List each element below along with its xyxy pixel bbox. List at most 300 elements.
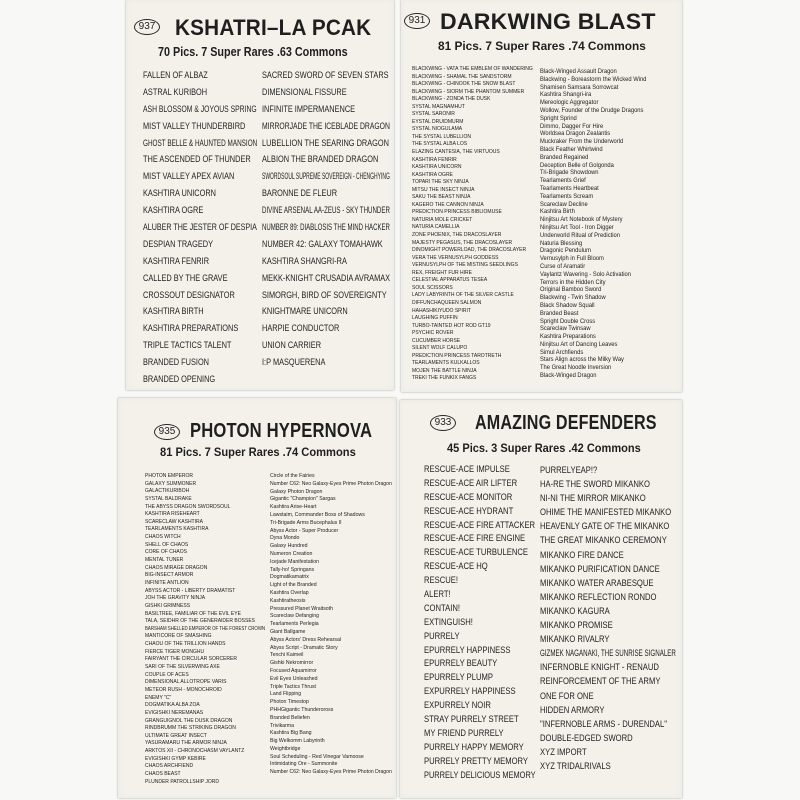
checklist-entry	[540, 279, 678, 287]
card-name-text: CROSSOUT DESIGNATOR	[143, 289, 235, 300]
card-name-text: Galaxy Hundred	[270, 543, 308, 550]
checklist-entry	[270, 730, 392, 738]
checklist-entry	[145, 763, 265, 771]
card-name-text: NATURIA CAMELLIA	[412, 224, 460, 231]
card-name-text: Land Flipping	[270, 691, 302, 698]
card-name-text: BARSHAM SHELLED EMPEROR OF THE FOREST CROWN	[145, 625, 266, 632]
checklist-entry	[145, 473, 265, 481]
card-name-text: MEKK-KNIGHT CRUSADIA AVRAMAX	[262, 272, 391, 283]
card-name-text: Number C62: Neo Galaxy-Eyes Prime Photon Dragon	[270, 769, 392, 776]
checklist-entry	[145, 603, 265, 611]
checklist-entry	[145, 687, 265, 695]
checklist-entry	[412, 292, 536, 300]
card-name-text: INFINITE ANTLION	[145, 579, 189, 586]
card-name-text: Underworld Ritual of Prediction	[540, 231, 620, 239]
checklist-entry	[540, 745, 676, 759]
checklist-entry	[262, 185, 390, 202]
card-name-text: HAHASHIKIYUDO SPIRIT	[412, 307, 471, 314]
checklist-entry	[145, 695, 265, 703]
card-name-text: THE ABYSS DRAGON SWORDSOUL	[145, 503, 231, 510]
card-name-text: CUCUMBER HORSE	[412, 337, 461, 344]
checklist-entry	[412, 119, 536, 127]
checklist-entry	[270, 645, 392, 653]
card-name-text: Numeron Creation	[270, 550, 313, 557]
checklist-entry	[540, 674, 676, 688]
checklist-entry	[270, 481, 392, 489]
card-name-text: Dogmatikamatrix	[270, 574, 309, 581]
checklist-entry	[270, 512, 392, 520]
card-name-text: JOH THE GRAVITY NINJA	[145, 595, 206, 602]
checklist-entry	[145, 611, 265, 619]
checklist-entry	[270, 723, 392, 731]
card-subtitle	[447, 441, 641, 456]
checklist-entry	[540, 717, 676, 731]
checklist-entry	[540, 731, 676, 745]
checklist-entry	[262, 118, 390, 135]
card-name-text: Abyss Script - Dramatic Story	[270, 644, 338, 651]
card-name-text: Dragonic Pendulum	[540, 247, 591, 255]
card-name-text: TRIPLE TACTICS TALENT	[143, 340, 232, 351]
checklist-entry	[262, 202, 390, 219]
checklist-entry	[270, 567, 392, 575]
card-name-text: Abyss Actor - Super Producer	[270, 527, 339, 534]
card-name-text: CHAOS ARCHFIEND	[145, 763, 194, 770]
checklist-entry	[412, 66, 536, 74]
card-name-text: PURRELY DELICIOUS MEMORY	[424, 769, 536, 780]
checklist-entry	[270, 520, 392, 528]
checklist-entry	[424, 741, 536, 755]
card-name-text: KAGERO THE CANNON NINJA	[412, 201, 484, 208]
checklist-entry	[540, 491, 676, 505]
card-name-text: Kashtira Preparations	[540, 333, 596, 341]
checklist-entry	[412, 232, 536, 240]
card-name-text: Triple Tactics Thrust	[270, 683, 317, 690]
checklist-entry	[424, 588, 536, 602]
card-name-text: Ninjitsu Art Tool - Iron Digger	[540, 223, 614, 231]
checklist-card-amazing-defenders	[400, 400, 682, 798]
card-name-text: Kashtira Shangri-ira	[540, 91, 592, 99]
checklist-entry	[145, 618, 265, 626]
checklist-entry	[540, 99, 678, 107]
checklist-entry	[540, 689, 676, 703]
card-name-text: NUMBER 42: GALAXY TOMAHAWK	[262, 238, 383, 249]
checklist-entry	[270, 769, 392, 777]
card-name-text: ENEMY "C"	[145, 694, 172, 701]
checklist-entry	[424, 505, 536, 519]
card-name-text: Pressured Planet Wraitsoth	[270, 605, 334, 612]
checklist-entry	[412, 240, 536, 248]
checklist-entry	[270, 715, 392, 723]
card-list-right-column	[270, 473, 392, 777]
card-name-text: Tri-Brigade Arms Bucephalus II	[270, 519, 342, 526]
card-name-text: KASHTIRA OGRE	[143, 205, 204, 216]
card-name-text: EVIGISHKI GYMP KEBIRE	[145, 755, 206, 762]
checklist-entry	[262, 168, 390, 185]
card-name-text: EXPURRELY HAPPINESS	[424, 686, 516, 697]
card-name-text: RESCUE-ACE AIR LIFTER	[424, 477, 518, 488]
checklist-entry	[145, 664, 265, 672]
card-name-text: BRANDED OPENING	[143, 374, 216, 385]
checklist-entry	[412, 217, 536, 225]
checklist-entry	[145, 702, 265, 710]
card-name-text: GIZMEK NAGANAKI, THE SUNRISE SIGNALER	[540, 648, 676, 659]
checklist-entry	[540, 146, 678, 154]
checklist-entry	[270, 621, 392, 629]
checklist-entry	[262, 101, 390, 118]
checklist-card-photon-hypernova	[118, 398, 396, 798]
card-name-text: Kashtira Birth	[540, 208, 575, 216]
card-name-text: MANTICORE OF SMASHING	[145, 633, 212, 640]
checklist-entry	[143, 84, 257, 101]
checklist-entry	[143, 101, 257, 118]
card-name-text: Black-Winged Assault Dragon	[540, 68, 617, 75]
card-name-text: BASILTREE, FAMILIAR OF THE EVIL EYE	[145, 610, 241, 617]
checklist-entry	[412, 315, 536, 323]
card-name-text: METEOR RUSH - MONOCHROID	[145, 686, 222, 693]
card-name-text: Curse of Aramatir	[540, 262, 586, 270]
card-name-text: CHAOS MIRAGE DRAGON	[145, 564, 208, 571]
card-name-text: Kashtiratheosis	[270, 597, 306, 604]
checklist-entry	[262, 320, 390, 337]
checklist-entry	[412, 179, 536, 187]
checklist-entry	[270, 473, 392, 481]
card-name-text: BLACKWING - ZONDA THE DUSK	[412, 96, 491, 103]
checklist-entry	[143, 287, 257, 304]
card-name-text: MIRRORJADE THE ICEBLADE DRAGON	[262, 120, 390, 131]
checklist-entry	[145, 656, 265, 664]
card-name-text: Soul Scheduling - Red Vinegar Vamoose	[270, 753, 364, 760]
checklist-entry	[143, 354, 257, 371]
checklist-entry	[270, 496, 392, 504]
checklist-entry	[424, 699, 536, 713]
checklist-entry	[145, 595, 265, 603]
card-name-text: REINFORCEMENT OF THE ARMY	[540, 676, 661, 687]
checklist-entry	[424, 713, 536, 727]
card-name-text: Weightbridge	[270, 745, 301, 752]
checklist-entry	[540, 247, 678, 255]
set-number-badge: 935	[154, 424, 180, 440]
card-name-text: REX, FREIGHT FUR HIRE	[412, 269, 473, 276]
card-name-text: NATURIA MOLE CRICKET	[412, 216, 473, 223]
card-name-text: DESPIAN TRAGEDY	[143, 238, 213, 249]
card-name-text: DINOMIGHT POWERLOAD, THE DRACOSLAYER	[412, 247, 527, 254]
card-name-text: MIKANKO PROMISE	[540, 620, 613, 631]
card-name-text: INFINITE IMPERMANENCE	[262, 103, 356, 114]
checklist-entry	[145, 710, 265, 718]
card-name-text: DIMENSIONAL FISSURE	[262, 86, 347, 97]
checklist-entry	[145, 481, 265, 489]
checklist-entry	[424, 477, 536, 491]
checklist-card-kshatri-la-pcak	[126, 0, 394, 390]
checklist-entry	[145, 733, 265, 741]
checklist-entry	[424, 769, 536, 783]
card-name-text: Scareclaw Decline	[540, 200, 588, 208]
checklist-entry	[145, 725, 265, 733]
card-name-text: MAJESTY PEGASUS, THE DRACOSLAYER	[412, 239, 513, 246]
checklist-entry	[412, 345, 536, 353]
checklist-entry	[262, 135, 390, 152]
card-name-text: Kashtira Big Bang	[270, 730, 312, 737]
card-name-text: Gishki Nekromirror	[270, 660, 314, 667]
checklist-entry	[262, 270, 390, 287]
card-name-text: Evil Eyes Unleashed	[270, 675, 318, 682]
checklist-entry	[270, 629, 392, 637]
card-list-right-column	[262, 67, 390, 371]
checklist-entry	[412, 353, 536, 361]
checklist-entry	[270, 676, 392, 684]
card-title-text: DARKWING BLAST	[440, 9, 656, 34]
card-subtitle-text: 70 Pics. 7 Super Rares .63 Commons	[158, 45, 348, 59]
card-name-text: Dimmo, Dagger For Hire	[540, 122, 604, 130]
checklist-entry	[145, 649, 265, 657]
card-name-text: Scareclaw Defanging	[270, 613, 319, 620]
checklist-entry	[540, 84, 678, 92]
checklist-entry	[270, 637, 392, 645]
card-name-text: PSYCHIC ROVER	[412, 330, 454, 337]
card-name-text: CHAOS BEAST	[145, 770, 181, 777]
checklist-entry	[262, 354, 390, 371]
checklist-entry	[143, 168, 257, 185]
checklist-entry	[412, 338, 536, 346]
checklist-entry	[262, 151, 390, 168]
card-name-text: RESCUE!	[424, 575, 459, 586]
card-name-text: Photon Timestop	[270, 699, 309, 706]
card-name-text: GALAXY SUMMONER	[145, 480, 197, 487]
checklist-entry	[424, 671, 536, 685]
card-name-text: LUBELLION THE SEARING DRAGON	[262, 137, 389, 148]
checklist-entry	[412, 164, 536, 172]
checklist-entry	[412, 104, 536, 112]
card-name-text: PREDICTION PRINCESS TAROTRETH	[412, 352, 502, 359]
card-name-text: Vernusylph in Full Bloom	[540, 255, 604, 263]
card-name-text: Ninjitsu Art of Dancing Leaves	[540, 340, 618, 348]
card-subtitle	[158, 45, 348, 60]
card-name-text: Original Bamboo Sword	[540, 286, 602, 294]
checklist-entry	[412, 255, 536, 263]
card-name-text: Branded Beast	[540, 309, 579, 317]
checklist-entry	[412, 194, 536, 202]
card-name-text: "INFERNOBLE ARMS - DURENDAL"	[540, 718, 668, 729]
checklist-entry	[262, 287, 390, 304]
card-name-text: RESCUE-ACE HYDRANT	[424, 505, 514, 516]
card-list-left-column	[424, 463, 536, 782]
checklist-entry	[270, 754, 392, 762]
card-name-text: PURRELY	[424, 630, 460, 641]
card-name-text: MIKANKO PURIFICATION DANCE	[540, 563, 660, 574]
card-name-text: Kashtira Overlap	[270, 589, 309, 596]
card-name-text: SHELL OF CHAOS	[145, 541, 189, 548]
checklist-entry	[540, 185, 678, 193]
card-name-text: DOGMATIKA ALBA ZOA	[145, 702, 200, 709]
checklist-entry	[270, 551, 392, 559]
card-name-text: BRANDED FUSION	[143, 357, 210, 368]
checklist-entry	[540, 294, 678, 302]
card-name-text: Galaxy Photon Dragon	[270, 488, 323, 495]
checklist-entry	[145, 496, 265, 504]
card-name-text: NUMBER 89: DIABLOSIS THE MIND HACKER	[262, 222, 390, 233]
checklist-entry	[270, 590, 392, 598]
card-name-text: INFERNOBLE KNIGHT - RENAUD	[540, 662, 659, 673]
card-name-text: HEAVENLY GATE OF THE MIKANKO	[540, 521, 670, 532]
checklist-entry	[412, 262, 536, 270]
checklist-entry	[262, 67, 390, 84]
checklist-entry	[145, 748, 265, 756]
checklist-entry	[145, 641, 265, 649]
checklist-entry	[412, 202, 536, 210]
card-name-text: SACRED SWORD OF SEVEN STARS	[262, 70, 389, 80]
checklist-entry	[270, 489, 392, 497]
checklist-entry	[424, 519, 536, 533]
card-name-text: Branded Beliefen	[270, 714, 310, 721]
card-name-text: MIKANKO REFLECTION RONDO	[540, 591, 657, 602]
checklist-entry	[262, 303, 390, 320]
card-name-text: Wollow, Founder of the Drudge Dragons	[540, 106, 644, 114]
card-name-text: Scareclaw Twinsaw	[540, 325, 591, 333]
card-list-right-column	[540, 463, 676, 773]
checklist-entry	[424, 685, 536, 699]
checklist-entry	[540, 302, 678, 310]
checklist-entry	[270, 582, 392, 590]
card-name-text: DOUBLE-EDGED SWORD	[540, 732, 633, 743]
checklist-entry	[143, 337, 257, 354]
checklist-entry	[424, 630, 536, 644]
checklist-entry	[145, 771, 265, 779]
checklist-entry	[145, 526, 265, 534]
checklist-entry	[540, 193, 678, 201]
card-name-text: MIST VALLEY THUNDERBIRD	[143, 120, 246, 131]
card-name-text: EXTINGUISH!	[424, 616, 473, 627]
card-name-text: BARONNE DE FLEUR	[262, 188, 338, 199]
card-name-text: YASURAMARU THE ARMOR NINJA	[145, 740, 227, 747]
checklist-entry	[412, 330, 536, 338]
checklist-entry	[143, 202, 257, 219]
card-name-text: MIKANKO FIRE DANCE	[540, 549, 624, 560]
card-subtitle-text: 81 Pics. 7 Super Rares .74 Commons	[438, 39, 646, 53]
checklist-entry	[540, 138, 678, 146]
checklist-entry	[143, 270, 257, 287]
card-name-text: Tri-Brigade Showdown	[540, 169, 599, 177]
checklist-entry	[412, 300, 536, 308]
card-name-text: Intimidating Ore - Summonite	[270, 761, 338, 768]
checklist-entry	[540, 240, 678, 248]
checklist-entry	[540, 177, 678, 185]
card-name-text: CALLED BY THE GRAVE	[143, 272, 228, 283]
card-name-text: BLACKWING - SIORM THE PHANTOM SUMMER	[412, 88, 525, 95]
card-name-text: BLACKWING - VATA THE EMBLEM OF WANDERING	[412, 66, 533, 72]
card-name-text: HARPIE CONDUCTOR	[262, 323, 340, 334]
card-name-text: ASH BLOSSOM & JOYOUS SPRING	[143, 103, 257, 114]
checklist-entry	[412, 285, 536, 293]
set-number-badge: 931	[404, 13, 430, 29]
checklist-entry	[412, 270, 536, 278]
card-name-text: XYZ TRIDALRIVALS	[540, 760, 611, 771]
card-name-text: SOUL SCISSORS	[412, 284, 453, 291]
card-name-text: TEARLAMENTS KULKALLOS	[412, 360, 480, 367]
checklist-entry	[270, 684, 392, 692]
card-name-text: SYSTAL MAGNAMHUT	[412, 103, 465, 110]
card-name-text: Black Shadow Squall	[540, 301, 595, 309]
card-name-text: ALBION THE BRANDED DRAGON	[262, 154, 379, 165]
card-name-text: STRAY PURRELY STREET	[424, 714, 519, 725]
checklist-entry	[145, 580, 265, 588]
checklist-entry	[270, 746, 392, 754]
checklist-entry	[412, 81, 536, 89]
checklist-entry	[540, 759, 676, 773]
card-name-text: PURRELYEAP!?	[540, 465, 598, 475]
checklist-entry	[424, 644, 536, 658]
checklist-entry	[270, 535, 392, 543]
checklist-entry	[412, 74, 536, 82]
card-name-text: PURRELY PRETTY MEMORY	[424, 755, 529, 766]
card-name-text: GHOST BELLE & HAUNTED MANSION	[143, 137, 258, 148]
card-name-text: Black-Winged Dragon	[540, 372, 597, 380]
card-name-text: MENTAL TUNER	[145, 557, 184, 564]
card-name-text: Simul Archfiends	[540, 348, 584, 356]
checklist-entry	[412, 209, 536, 217]
card-name-text: Blackwing - Boreastorm the Wicked Wind	[540, 75, 647, 83]
checklist-entry	[143, 151, 257, 168]
checklist-entry	[270, 738, 392, 746]
card-name-text: RINDBRUMM THE STRIKING DRAGON	[145, 725, 236, 732]
checklist-entry	[540, 91, 678, 99]
card-name-text: Tearlaments Perlegia	[270, 621, 319, 628]
card-name-text: PLUNDER PATROLLSHIP JORD	[145, 778, 220, 785]
card-name-text: SIMORGH, BIRD OF SOVEREIGNTY	[262, 289, 387, 300]
checklist-entry	[540, 325, 678, 333]
card-name-text: SYSTAL SARONIR	[412, 111, 455, 118]
checklist-entry	[540, 519, 676, 533]
checklist-entry	[412, 224, 536, 232]
card-name-text: CHAOS WITCH	[145, 534, 181, 541]
checklist-entry	[270, 613, 392, 621]
checklist-entry	[540, 349, 678, 357]
checklist-entry	[145, 740, 265, 748]
card-name-text: DIFFUNCHAQUEEN SALMON	[412, 299, 482, 306]
card-name-text: Ninjitsu Art Notebook of Mystery	[540, 216, 623, 224]
card-name-text: PURRELY HAPPY MEMORY	[424, 741, 524, 752]
checklist-entry	[143, 67, 257, 84]
card-name-text: Tearlaments Heartbeat	[540, 184, 599, 192]
card-name-text: Branded Regained	[540, 153, 589, 161]
card-title-text: KSHATRI–LA PCAK	[175, 15, 372, 40]
checklist-entry	[540, 364, 678, 372]
card-name-text: ABYSS ACTOR - LIBERTY DRAMATIST	[145, 587, 236, 594]
checklist-entry	[412, 368, 536, 376]
checklist-entry	[143, 303, 257, 320]
card-name-text: COUPLE OF ACES	[145, 671, 189, 678]
card-name-text: Mereologic Aggregator	[540, 99, 599, 107]
card-name-text: PREDICTION PRINCESS BIBLIOMUSE	[412, 209, 502, 216]
checklist-entry	[145, 549, 265, 557]
checklist-entry	[540, 548, 676, 562]
card-name-text: EPURRELY BEAUTY	[424, 658, 498, 669]
checklist-entry	[424, 755, 536, 769]
checklist-entry	[540, 107, 678, 115]
card-title-text: PHOTON HYPERNOVA	[190, 420, 373, 442]
checklist-entry	[145, 519, 265, 527]
card-name-text: EPURRELY HAPPINESS	[424, 644, 511, 655]
checklist-entry	[145, 565, 265, 573]
card-name-text: SWORDSOUL SUPREME SOVEREIGN - CHENGHYING	[262, 171, 390, 182]
card-name-text: RESCUE-ACE FIRE ENGINE	[424, 533, 526, 544]
card-name-text: Giant Ballgame	[270, 628, 306, 635]
card-subtitle-text: 81 Pics. 7 Super Rares .74 Commons	[160, 445, 356, 459]
checklist-entry	[143, 253, 257, 270]
checklist-entry	[540, 646, 676, 660]
card-name-text: Number C62: Neo Galaxy-Eyes Prime Photon Dragon	[270, 480, 392, 487]
card-name-text: BLACKWING - CHINOOK THE SNOW BLAST	[412, 81, 516, 88]
checklist-entry	[270, 606, 392, 614]
